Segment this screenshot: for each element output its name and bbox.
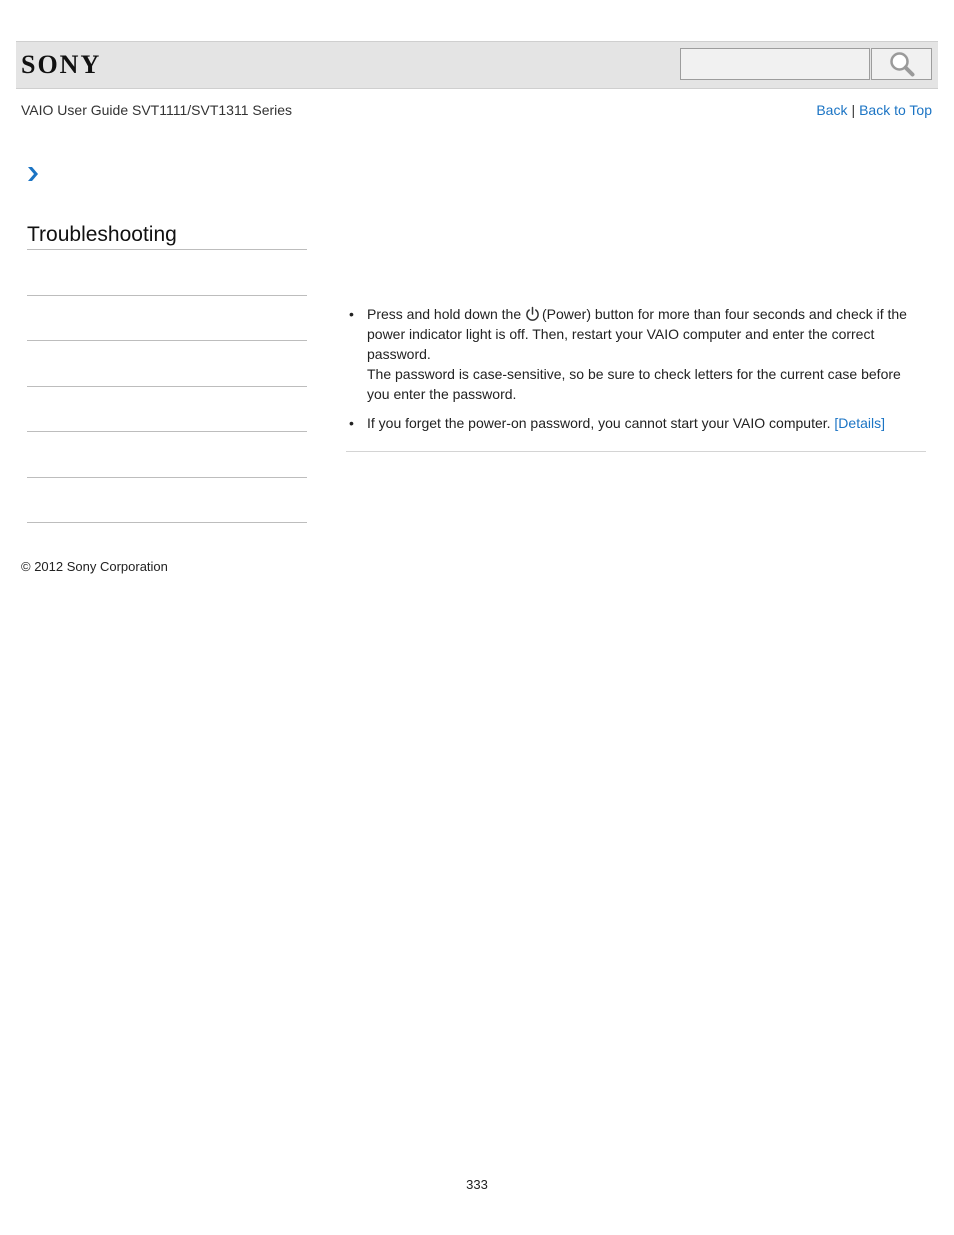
bullet: • [349,415,354,431]
power-icon [525,306,540,322]
main-content [348,304,914,442]
link-separator: | [851,102,856,118]
text-before-icon: Press and hold down the [367,306,522,322]
back-link[interactable]: Back [816,102,848,118]
sidebar-divider [27,477,307,478]
sony-logo[interactable]: SONY [21,50,102,79]
instruction-text [367,304,914,364]
forgot-password-text: If you forget the power-on password, you cannot start your VAIO computer. [367,415,831,431]
list-item [348,304,914,404]
sidebar-divider [27,340,307,341]
instruction-text [367,413,914,433]
text-after-icon: (Power) button for more than four seconds and check if the power indicator light is off. Then, restart your VAIO computer and enter the correct password. [367,306,907,362]
sidebar-divider [27,431,307,432]
bullet: • [349,306,354,322]
magnifier-icon [889,51,915,77]
page-number: 333 [466,1177,488,1192]
sidebar-divider [27,386,307,387]
password-note: The password is case-sensitive, so be sure to check letters for the current case before you enter the password. [367,366,901,402]
instruction-list [348,304,914,433]
guide-title: VAIO User Guide SVT1111/SVT1311 Series [21,102,293,118]
list-item [348,413,914,433]
content-divider [346,451,926,452]
header-bar [16,41,938,89]
breadcrumb[interactable] [26,166,40,187]
sidebar-divider [27,295,307,296]
back-to-top-link[interactable]: Back to Top [859,102,932,118]
search-input[interactable] [680,48,870,80]
search-button[interactable] [871,48,932,80]
chevron-right-icon [26,166,40,182]
section-title: Troubleshooting [27,222,307,250]
sidebar-divider [27,522,307,523]
top-links [816,102,932,118]
details-link[interactable]: [Details] [834,415,885,431]
copyright: © 2012 Sony Corporation [21,559,168,574]
